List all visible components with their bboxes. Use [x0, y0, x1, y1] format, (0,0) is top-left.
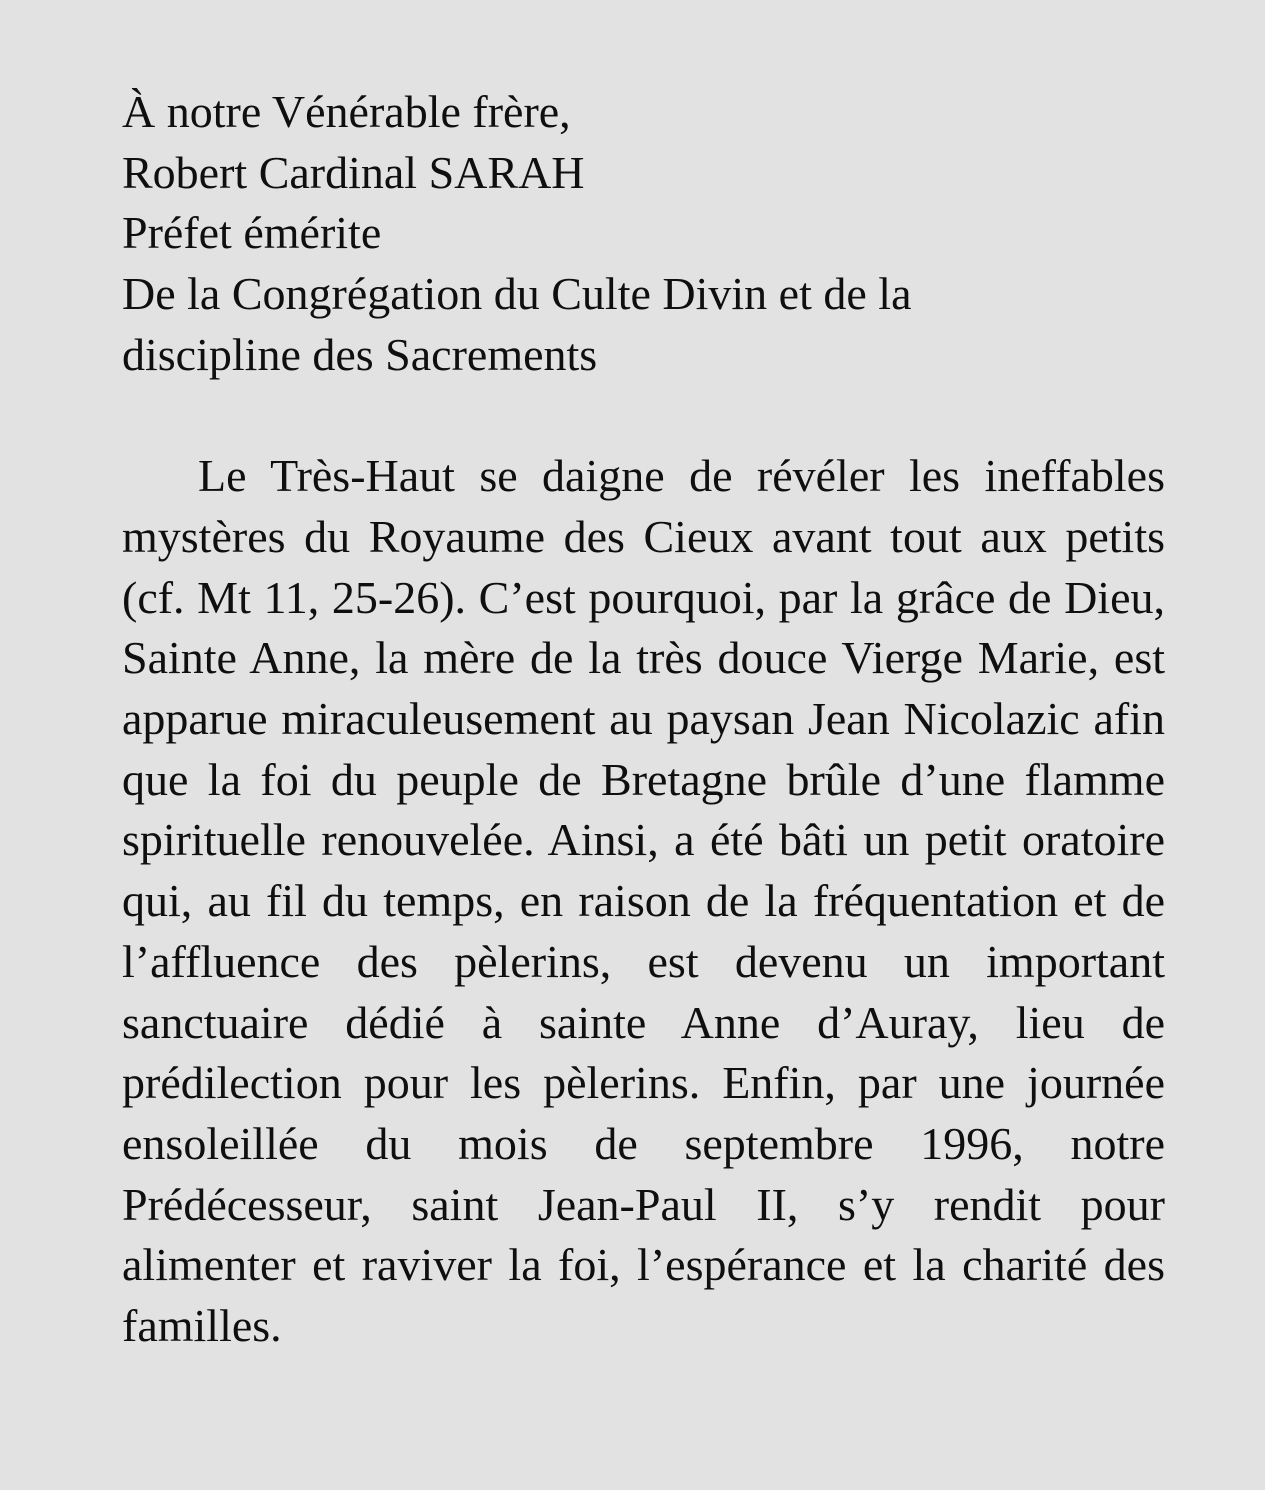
address-salutation: À notre Vénérable frère,: [122, 86, 571, 137]
address-congregation-line2: discipline des Sacrements: [122, 328, 598, 380]
letter-page: [122, 82, 1165, 1357]
address-recipient-name: Robert Cardinal SARAH: [122, 146, 585, 198]
letter-address-block: [122, 82, 1165, 386]
address-recipient-title: Préfet émérite: [122, 207, 382, 259]
address-congregation-line1: De la Congrégation du Culte Divin et de la: [122, 268, 912, 320]
letter-body-paragraph: Le Très-Haut se daigne de révéler les ineffables mystères du Royaume des Cieux avant tout aux petits (cf. Mt 11, 25-26). C’est pourquoi, par la grâce de Dieu, Sainte Anne, la mère de la très douce Vierge Marie, est apparue miraculeusement au paysan Jean Nicolazic afin que la foi du peuple de Bretagne brûle d’une flamme spirituelle renouvelée. Ainsi, a été bâti un petit oratoire qui, au fil du temps, en raison de la fréquentation et de l’affluence des pèlerins, est devenu un important sanctuaire dédié à sainte Anne d’Auray, lieu de prédilection pour les pèlerins. Enfin, par une journée ensoleillée du mois de septembre 1996, notre Prédécesseur, saint Jean-Paul II, s’y rendit pour alimenter et raviver la foi, l’espérance et la charité des familles.: [122, 450, 1165, 1352]
